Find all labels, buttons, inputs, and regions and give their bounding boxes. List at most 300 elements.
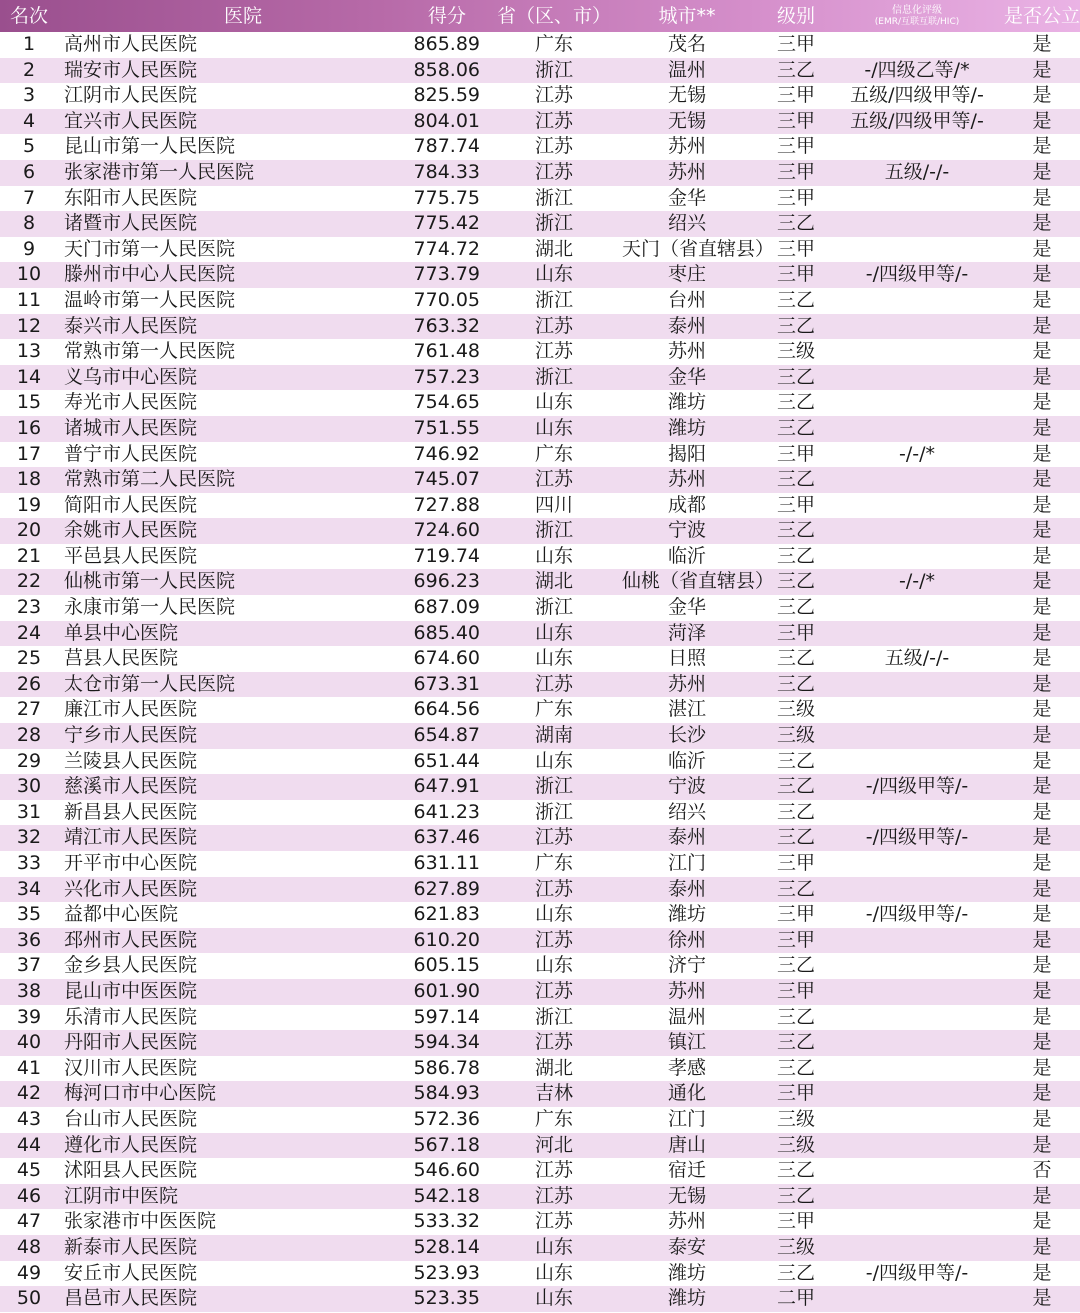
cell-public: 是 — [1032, 160, 1052, 183]
cell-hospital-name: 昆山市中医医院 — [64, 979, 198, 1002]
cell-hospital-name: 新泰市人民医院 — [64, 1235, 198, 1258]
cell-level: 三乙 — [776, 570, 815, 593]
cell-city: 金华 — [667, 365, 706, 388]
cell-level: 三甲 — [776, 621, 815, 644]
cell-score: 637.46 — [413, 826, 480, 849]
cell-public: 是 — [1032, 1287, 1052, 1310]
cell-rank: 33 — [16, 852, 42, 874]
cell-score: 774.72 — [413, 237, 480, 260]
cell-score: 542.18 — [413, 1184, 480, 1207]
cell-city: 台州 — [667, 288, 706, 311]
cell-public: 是 — [1032, 1133, 1052, 1156]
cell-province: 浙江 — [534, 58, 573, 81]
cell-hospital-name: 新昌县人民医院 — [64, 800, 198, 823]
cell-province: 广东 — [534, 852, 573, 874]
cell-rank: 38 — [16, 979, 42, 1002]
header-city: 城市** — [658, 5, 716, 27]
header-score: 得分 — [427, 5, 466, 27]
cell-rank: 22 — [16, 570, 42, 593]
cell-rank: 24 — [16, 621, 42, 644]
cell-score: 787.74 — [413, 135, 480, 158]
table-row — [0, 365, 1080, 391]
cell-hospital-name: 太仓市第一人民医院 — [64, 672, 236, 695]
cell-hospital-name: 兴化市人民医院 — [64, 877, 198, 900]
table-row — [0, 314, 1080, 340]
cell-city: 潍坊 — [667, 903, 706, 926]
cell-hospital-name: 开平市中心医院 — [64, 852, 198, 874]
cell-public: 是 — [1032, 391, 1052, 414]
cell-rank: 32 — [16, 826, 42, 849]
cell-public: 是 — [1032, 212, 1052, 235]
cell-info-rating: 五级/-/- — [884, 160, 950, 183]
cell-rank: 20 — [16, 519, 42, 542]
cell-city: 宿迁 — [667, 1159, 706, 1182]
table-row — [0, 800, 1080, 826]
cell-score: 784.33 — [413, 160, 480, 183]
cell-rank: 6 — [22, 160, 36, 183]
cell-public: 是 — [1032, 442, 1052, 465]
cell-city: 宁波 — [667, 519, 706, 542]
cell-level: 三乙 — [776, 749, 815, 772]
cell-info-rating: -/-/* — [898, 442, 935, 465]
cell-score: 621.83 — [413, 903, 480, 926]
cell-public: 是 — [1032, 621, 1052, 644]
cell-rank: 11 — [16, 288, 42, 311]
table-row — [0, 493, 1080, 519]
table-row — [0, 595, 1080, 621]
cell-level: 三乙 — [776, 1056, 815, 1079]
cell-level: 二甲 — [776, 1287, 815, 1310]
cell-public: 是 — [1032, 1210, 1052, 1233]
cell-public: 是 — [1032, 288, 1052, 311]
cell-level: 三甲 — [776, 84, 815, 107]
cell-public: 是 — [1032, 493, 1052, 516]
cell-city: 泰州 — [667, 877, 706, 900]
cell-rank: 21 — [16, 544, 42, 567]
cell-public: 是 — [1032, 1235, 1052, 1258]
cell-hospital-name: 高州市人民医院 — [64, 33, 198, 55]
cell-public: 是 — [1032, 544, 1052, 567]
cell-public: 是 — [1032, 519, 1052, 542]
cell-rank: 49 — [16, 1261, 42, 1284]
cell-score: 763.32 — [413, 314, 480, 337]
table-row — [0, 697, 1080, 723]
cell-hospital-name: 常熟市第二人民医院 — [64, 468, 236, 491]
cell-public: 是 — [1032, 698, 1052, 721]
cell-province: 山东 — [534, 391, 573, 414]
cell-rank: 48 — [16, 1235, 42, 1258]
cell-rank: 7 — [22, 186, 36, 209]
header-public: 是否公立 — [1004, 5, 1080, 27]
cell-level: 三乙 — [776, 416, 815, 439]
cell-public: 是 — [1032, 416, 1052, 439]
cell-level: 三乙 — [776, 58, 815, 81]
table-row — [0, 442, 1080, 468]
cell-province: 湖北 — [534, 1056, 573, 1079]
cell-score: 567.18 — [413, 1133, 480, 1156]
cell-province: 浙江 — [534, 800, 573, 823]
cell-province: 山东 — [534, 544, 573, 567]
cell-public: 是 — [1032, 672, 1052, 695]
cell-rank: 3 — [22, 84, 36, 107]
cell-city: 茂名 — [667, 33, 706, 55]
table-row — [0, 288, 1080, 314]
table-row — [0, 1030, 1080, 1056]
cell-rank: 41 — [16, 1056, 42, 1079]
cell-hospital-name: 仙桃市第一人民医院 — [64, 570, 236, 593]
cell-hospital-name: 诸城市人民医院 — [64, 416, 198, 439]
cell-city: 通化 — [667, 1082, 706, 1105]
cell-rank: 9 — [22, 237, 36, 260]
cell-hospital-name: 乐清市人民医院 — [64, 1005, 198, 1028]
table-row — [0, 1005, 1080, 1031]
table-row — [0, 953, 1080, 979]
cell-hospital-name: 泰兴市人民医院 — [64, 314, 198, 337]
cell-public: 是 — [1032, 596, 1052, 619]
cell-city: 苏州 — [667, 135, 706, 158]
cell-rank: 15 — [16, 391, 42, 414]
cell-public: 是 — [1032, 979, 1052, 1002]
cell-public: 是 — [1032, 109, 1052, 132]
cell-rank: 45 — [16, 1159, 42, 1182]
cell-province: 浙江 — [534, 596, 573, 619]
cell-level: 三甲 — [776, 442, 815, 465]
cell-hospital-name: 张家港市中医医院 — [64, 1210, 217, 1233]
cell-score: 651.44 — [413, 749, 480, 772]
cell-hospital-name: 金乡县人民医院 — [64, 954, 198, 977]
cell-rank: 10 — [16, 263, 42, 286]
cell-rank: 44 — [16, 1133, 42, 1156]
table-row — [0, 211, 1080, 237]
cell-province: 山东 — [534, 1235, 573, 1258]
cell-rank: 35 — [16, 903, 42, 926]
cell-rank: 4 — [22, 109, 36, 132]
cell-province: 山东 — [534, 903, 573, 926]
cell-level: 三乙 — [776, 800, 815, 823]
cell-score: 685.40 — [413, 621, 480, 644]
cell-hospital-name: 诸暨市人民医院 — [64, 212, 198, 235]
table-row — [0, 646, 1080, 672]
cell-province: 湖北 — [534, 570, 573, 593]
cell-public: 是 — [1032, 877, 1052, 900]
table-row — [0, 723, 1080, 749]
header-info-subtitle: (EMR/互联互联/HIC) — [874, 16, 960, 27]
table-row — [0, 1286, 1080, 1312]
table-row — [0, 1056, 1080, 1082]
cell-level: 三乙 — [776, 877, 815, 900]
cell-province: 广东 — [534, 698, 573, 721]
cell-city: 温州 — [667, 1005, 706, 1028]
table-row — [0, 1158, 1080, 1184]
cell-province: 广东 — [534, 442, 573, 465]
cell-level: 三乙 — [776, 775, 815, 798]
cell-level: 三乙 — [776, 1184, 815, 1207]
cell-level: 三乙 — [776, 954, 815, 977]
cell-score: 605.15 — [413, 954, 480, 977]
cell-level: 三乙 — [776, 672, 815, 695]
cell-info-rating: 五级/-/- — [884, 647, 950, 670]
cell-city: 临沂 — [667, 749, 706, 772]
cell-hospital-name: 东阳市人民医院 — [64, 186, 198, 209]
cell-public: 是 — [1032, 314, 1052, 337]
cell-province: 山东 — [534, 647, 573, 670]
cell-level: 三乙 — [776, 826, 815, 849]
cell-score: 673.31 — [413, 672, 480, 695]
cell-score: 523.93 — [413, 1261, 480, 1284]
cell-rank: 30 — [16, 775, 42, 798]
cell-city: 苏州 — [667, 160, 706, 183]
cell-province: 山东 — [534, 749, 573, 772]
cell-rank: 5 — [22, 135, 36, 158]
header-info-rating — [830, 5, 1004, 28]
cell-city: 菏泽 — [667, 621, 706, 644]
table-row — [0, 134, 1080, 160]
cell-hospital-name: 遵化市人民医院 — [64, 1133, 198, 1156]
cell-score: 745.07 — [413, 468, 480, 491]
cell-public: 是 — [1032, 84, 1052, 107]
cell-province: 广东 — [534, 33, 573, 55]
cell-level: 三乙 — [776, 314, 815, 337]
cell-city: 绍兴 — [667, 800, 706, 823]
cell-hospital-name: 昆山市第一人民医院 — [64, 135, 236, 158]
cell-province: 江苏 — [534, 84, 573, 107]
cell-province: 山东 — [534, 263, 573, 286]
cell-hospital-name: 宜兴市人民医院 — [64, 109, 198, 132]
cell-province: 浙江 — [534, 519, 573, 542]
cell-level: 三甲 — [776, 109, 815, 132]
cell-public: 是 — [1032, 340, 1052, 363]
cell-public: 是 — [1032, 852, 1052, 874]
cell-score: 727.88 — [413, 493, 480, 516]
cell-rank: 16 — [16, 416, 42, 439]
cell-city: 天门（省直辖县） — [622, 237, 775, 260]
cell-city: 济宁 — [667, 954, 706, 977]
cell-public: 是 — [1032, 263, 1052, 286]
cell-province: 浙江 — [534, 212, 573, 235]
cell-rank: 36 — [16, 928, 42, 951]
cell-hospital-name: 简阳市人民医院 — [64, 493, 198, 516]
table-row — [0, 749, 1080, 775]
cell-public: 是 — [1032, 570, 1052, 593]
table-row — [0, 160, 1080, 186]
cell-province: 河北 — [534, 1133, 573, 1156]
cell-public: 是 — [1032, 365, 1052, 388]
cell-hospital-name: 普宁市人民医院 — [64, 442, 198, 465]
cell-score: 804.01 — [413, 109, 480, 132]
cell-province: 山东 — [534, 1261, 573, 1284]
cell-hospital-name: 张家港市第一人民医院 — [64, 160, 255, 183]
cell-city: 无锡 — [667, 84, 706, 107]
cell-hospital-name: 台山市人民医院 — [64, 1107, 198, 1130]
cell-province: 吉林 — [534, 1082, 573, 1105]
cell-public: 是 — [1032, 1056, 1052, 1079]
cell-rank: 31 — [16, 800, 42, 823]
cell-score: 761.48 — [413, 340, 480, 363]
cell-city: 日照 — [667, 647, 706, 670]
cell-level: 三级 — [776, 1107, 815, 1130]
table-row — [0, 1133, 1080, 1159]
cell-city: 临沂 — [667, 544, 706, 567]
cell-public: 是 — [1032, 468, 1052, 491]
cell-province: 山东 — [534, 954, 573, 977]
cell-rank: 39 — [16, 1005, 42, 1028]
table-row — [0, 32, 1080, 58]
cell-hospital-name: 莒县人民医院 — [64, 647, 179, 670]
cell-hospital-name: 常熟市第一人民医院 — [64, 340, 236, 363]
cell-hospital-name: 宁乡市人民医院 — [64, 724, 198, 747]
table-row — [0, 339, 1080, 365]
cell-score: 719.74 — [413, 544, 480, 567]
cell-level: 三甲 — [776, 135, 815, 158]
cell-city: 仙桃（省直辖县） — [622, 570, 775, 593]
cell-level: 三级 — [776, 1235, 815, 1258]
cell-hospital-name: 靖江市人民医院 — [64, 826, 198, 849]
cell-city: 绍兴 — [667, 212, 706, 235]
table-row — [0, 1261, 1080, 1287]
table-row — [0, 1184, 1080, 1210]
cell-public: 是 — [1032, 903, 1052, 926]
cell-level: 三乙 — [776, 1031, 815, 1054]
table-row — [0, 1235, 1080, 1261]
cell-score: 528.14 — [413, 1235, 480, 1258]
cell-hospital-name: 江阴市中医院 — [64, 1184, 179, 1207]
cell-score: 775.42 — [413, 212, 480, 235]
table-row — [0, 237, 1080, 263]
cell-public: 是 — [1032, 826, 1052, 849]
cell-public: 是 — [1032, 647, 1052, 670]
cell-hospital-name: 昌邑市人民医院 — [64, 1287, 198, 1310]
table-row — [0, 774, 1080, 800]
cell-level: 三乙 — [776, 519, 815, 542]
cell-level: 三甲 — [776, 160, 815, 183]
cell-level: 三甲 — [776, 263, 815, 286]
cell-hospital-name: 天门市第一人民医院 — [64, 237, 236, 260]
table-row — [0, 979, 1080, 1005]
cell-score: 687.09 — [413, 596, 480, 619]
cell-province: 浙江 — [534, 288, 573, 311]
table-row — [0, 186, 1080, 212]
cell-public: 是 — [1032, 928, 1052, 951]
cell-province: 江苏 — [534, 928, 573, 951]
cell-province: 江苏 — [534, 314, 573, 337]
cell-hospital-name: 兰陵县人民医院 — [64, 749, 198, 772]
cell-level: 三乙 — [776, 647, 815, 670]
cell-city: 成都 — [667, 493, 706, 516]
cell-score: 597.14 — [413, 1005, 480, 1028]
table-row — [0, 58, 1080, 84]
cell-level: 三乙 — [776, 365, 815, 388]
cell-province: 江苏 — [534, 1210, 573, 1233]
cell-rank: 1 — [22, 33, 36, 55]
cell-level: 三甲 — [776, 852, 815, 874]
cell-hospital-name: 平邑县人民医院 — [64, 544, 198, 567]
cell-score: 586.78 — [413, 1056, 480, 1079]
cell-score: 825.59 — [413, 84, 480, 107]
cell-score: 572.36 — [413, 1107, 480, 1130]
cell-rank: 12 — [16, 314, 42, 337]
cell-rank: 34 — [16, 877, 42, 900]
cell-level: 三甲 — [776, 1082, 815, 1105]
cell-city: 长沙 — [667, 724, 706, 747]
cell-score: 594.34 — [413, 1031, 480, 1054]
cell-score: 584.93 — [413, 1082, 480, 1105]
table-row — [0, 518, 1080, 544]
cell-rank: 19 — [16, 493, 42, 516]
cell-public: 是 — [1032, 33, 1052, 55]
cell-level: 三甲 — [776, 237, 815, 260]
table-row — [0, 569, 1080, 595]
cell-hospital-name: 邳州市人民医院 — [64, 928, 198, 951]
cell-province: 山东 — [534, 621, 573, 644]
cell-city: 苏州 — [667, 468, 706, 491]
cell-info-rating: -/四级甲等/- — [865, 826, 969, 849]
header-level: 级别 — [776, 5, 815, 27]
table-row — [0, 825, 1080, 851]
cell-public: 是 — [1032, 1107, 1052, 1130]
cell-level: 三乙 — [776, 468, 815, 491]
cell-rank: 42 — [16, 1082, 42, 1105]
cell-public: 是 — [1032, 1261, 1052, 1284]
cell-city: 潍坊 — [667, 391, 706, 414]
cell-level: 三乙 — [776, 1261, 815, 1284]
cell-city: 镇江 — [667, 1031, 706, 1054]
cell-city: 宁波 — [667, 775, 706, 798]
table-row — [0, 109, 1080, 135]
cell-rank: 46 — [16, 1184, 42, 1207]
cell-public: 是 — [1032, 800, 1052, 823]
cell-hospital-name: 汉川市人民医院 — [64, 1056, 198, 1079]
cell-public: 是 — [1032, 135, 1052, 158]
cell-score: 664.56 — [413, 698, 480, 721]
header-province: 省（区、市） — [496, 5, 611, 27]
table-header — [0, 0, 1080, 32]
cell-score: 751.55 — [413, 416, 480, 439]
cell-city: 揭阳 — [667, 442, 706, 465]
cell-score: 858.06 — [413, 58, 480, 81]
table-row — [0, 83, 1080, 109]
cell-score: 546.60 — [413, 1159, 480, 1182]
table-row — [0, 621, 1080, 647]
cell-city: 唐山 — [667, 1133, 706, 1156]
header-rank: 名次 — [9, 5, 48, 27]
cell-province: 江苏 — [534, 340, 573, 363]
cell-score: 627.89 — [413, 877, 480, 900]
cell-public: 是 — [1032, 1031, 1052, 1054]
cell-province: 江苏 — [534, 877, 573, 900]
cell-level: 三乙 — [776, 288, 815, 311]
cell-hospital-name: 慈溪市人民医院 — [64, 775, 198, 798]
cell-score: 757.23 — [413, 365, 480, 388]
cell-level: 三甲 — [776, 1210, 815, 1233]
cell-province: 江苏 — [534, 135, 573, 158]
cell-city: 徐州 — [667, 928, 706, 951]
cell-province: 浙江 — [534, 365, 573, 388]
table-row — [0, 1107, 1080, 1133]
cell-level: 三级 — [776, 724, 815, 747]
cell-score: 770.05 — [413, 288, 480, 311]
table-row — [0, 877, 1080, 903]
cell-hospital-name: 沭阳县人民医院 — [64, 1159, 198, 1182]
cell-rank: 2 — [22, 58, 36, 81]
cell-info-rating: -/四级甲等/- — [865, 903, 969, 926]
cell-city: 温州 — [667, 58, 706, 81]
cell-public: 是 — [1032, 749, 1052, 772]
cell-info-rating: 五级/四级甲等/- — [850, 109, 984, 132]
table-row — [0, 928, 1080, 954]
table-row — [0, 851, 1080, 877]
cell-score: 674.60 — [413, 647, 480, 670]
cell-score: 601.90 — [413, 979, 480, 1002]
